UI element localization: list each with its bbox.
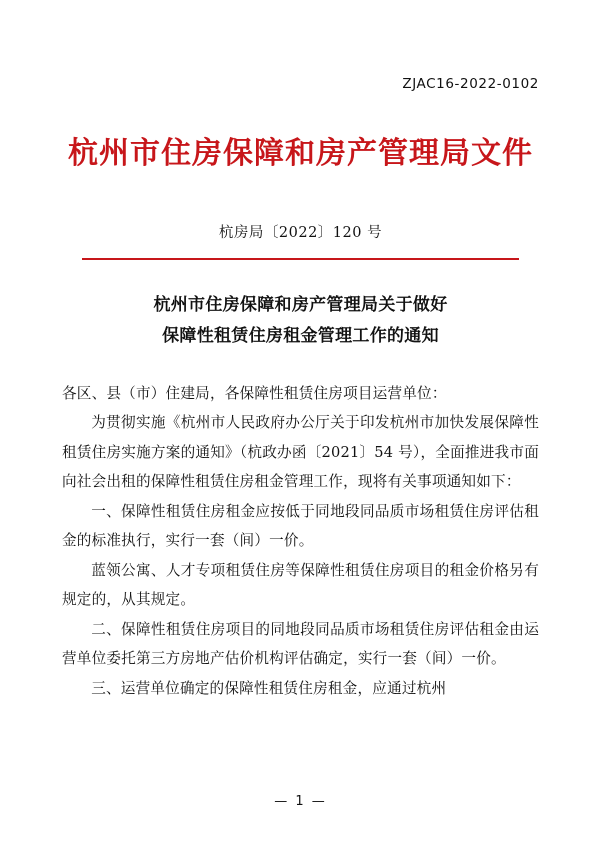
body-paragraph: 一、保障性租赁住房租金应按低于同地段同品质市场租赁住房评估租金的标准执行，实行一套（间）一价。 [62, 502, 539, 550]
red-divider-rule [82, 258, 519, 260]
body-paragraph: 蓝领公寓、人才专项租赁住房等保障性租赁住房项目的租金价格另有规定的，从其规定。 [62, 561, 539, 609]
document-title-line-2: 保障性租赁住房租金管理工作的通知 [162, 326, 439, 347]
page-number-footer: — 1 — [274, 794, 327, 809]
body-paragraph: 为贯彻实施《杭州市人民政府办公厅关于印发杭州市加快发展保障性租赁住房实施方案的通知》（杭政办函〔2021〕54 号），全面推进我市面向社会出租的保障性租赁住房租金管理工作，现将有关事项通知如下： [62, 414, 539, 491]
body-paragraph: 三、运营单位确定的保障性租赁住房租金，应通过杭州 [91, 679, 447, 697]
document-body [62, 379, 539, 703]
masthead-title: 杭州市住房保障和房产管理局文件 [68, 136, 533, 171]
salutation: 各区、县（市）住建局，各保障性租赁住房项目运营单位： [62, 384, 447, 402]
issue-number: 杭房局〔2022〕120 号 [218, 225, 383, 241]
document-title [62, 290, 539, 353]
document-title-line-1: 杭州市住房保障和房产管理局关于做好 [153, 295, 448, 315]
body-paragraph: 二、保障性租赁住房项目的同地段同品质市场租赁住房评估租金由运营单位委托第三方房地产估价机构评估确定，实行一套（间）一价。 [62, 620, 539, 668]
document-number: ZJAC16-2022-0102 [402, 76, 539, 92]
